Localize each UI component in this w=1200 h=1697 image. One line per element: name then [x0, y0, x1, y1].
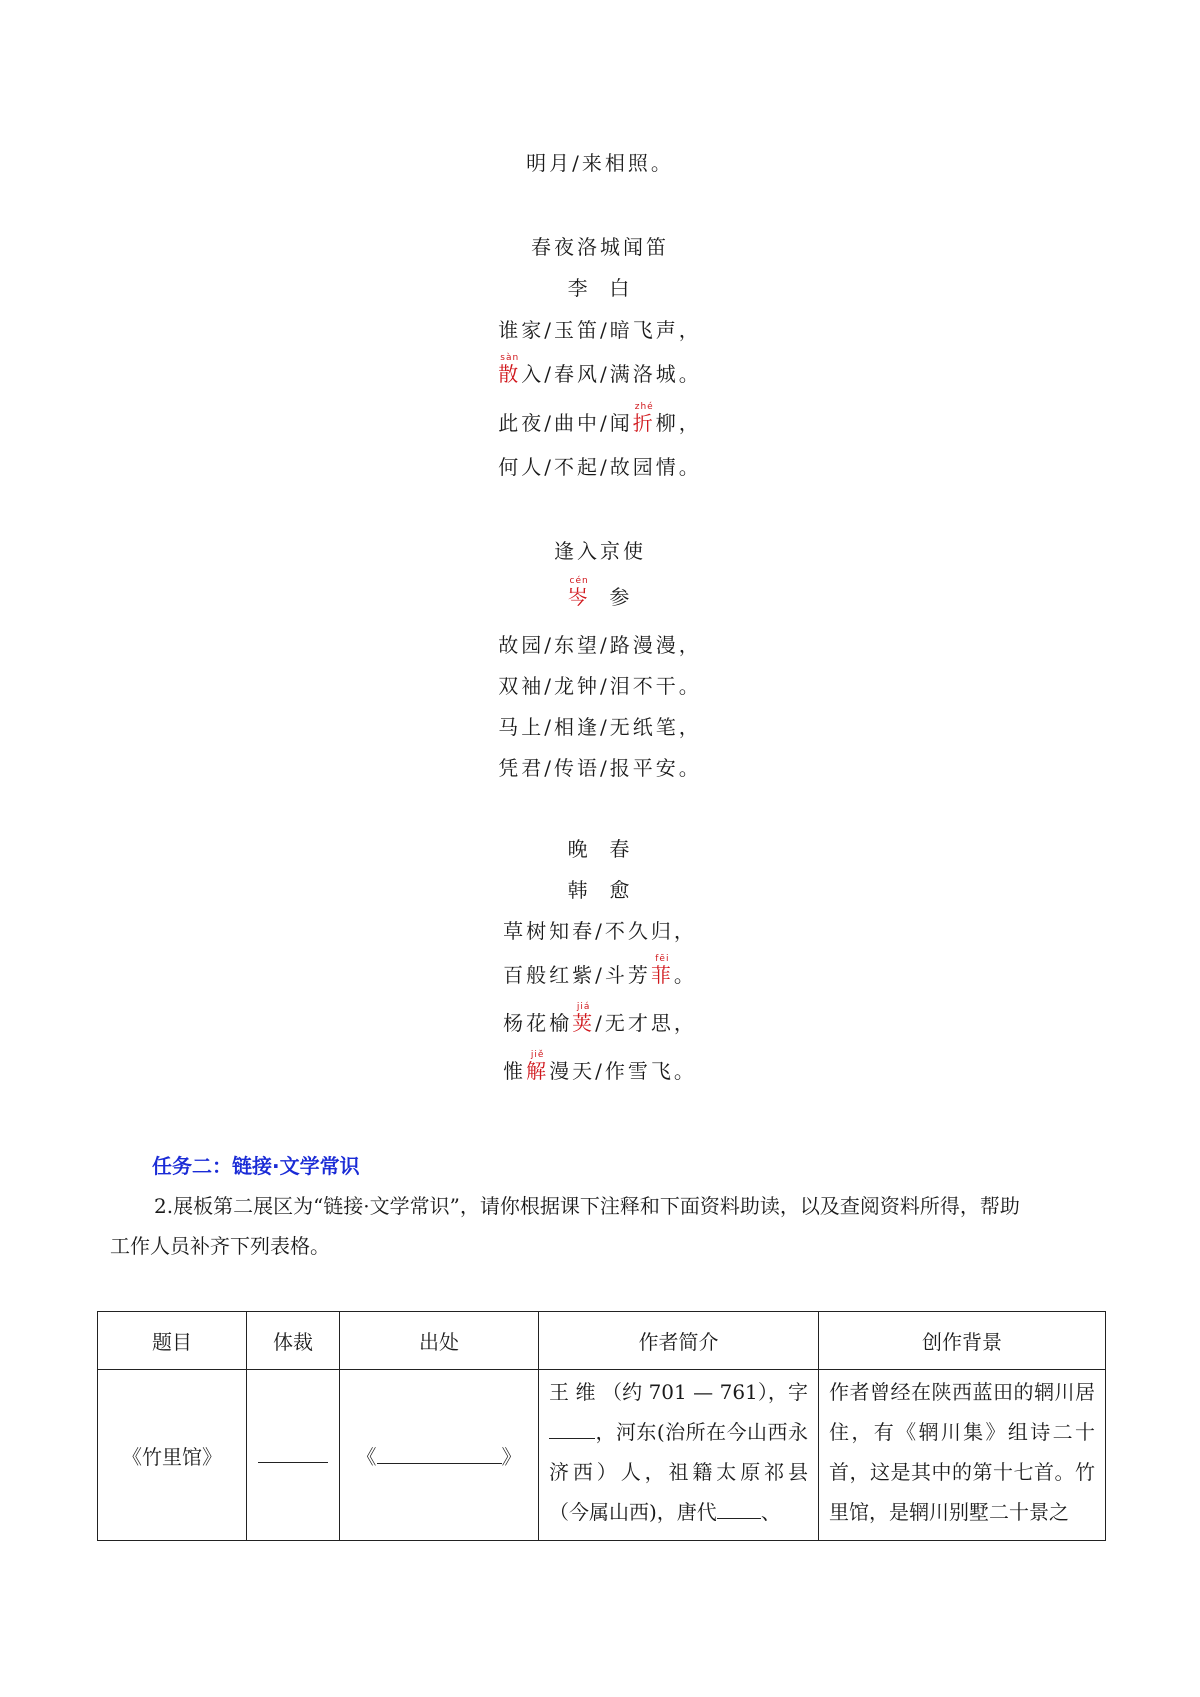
- source-blank[interactable]: [377, 1443, 502, 1464]
- pinyin-annotated-char: 散sàn: [498, 353, 522, 386]
- task-paragraph-line-1: 2.展板第二展区为“链接·文学常识”，请你根据课下注释和下面资料助读，以及查阅资料所得，帮助: [154, 1194, 1020, 1218]
- header-cell: 出处: [340, 1312, 539, 1370]
- section-heading: 任务二：链接·文学常识: [152, 1154, 360, 1178]
- poem-title: 晚 春: [567, 837, 633, 861]
- poem-line: 凭君/传语/报平安。: [498, 756, 702, 780]
- poem-author: 岑cén 参: [567, 576, 633, 609]
- poem-author: 李 白: [567, 276, 633, 300]
- table-header-row: [98, 1312, 1106, 1370]
- task-paragraph-line-2: 工作人员补齐下列表格。: [110, 1234, 330, 1258]
- literature-table: [97, 1311, 1106, 1541]
- pinyin-annotated-char: 菲fēi: [650, 954, 674, 987]
- header-cell: 创作背景: [819, 1312, 1106, 1370]
- poem-title: 春夜洛城闻笛: [531, 235, 669, 259]
- header-cell: 体裁: [247, 1312, 340, 1370]
- poem-line: 何人/不起/故园情。: [498, 455, 702, 479]
- poem-line: 此夜/曲中/闻折zhé柳，: [498, 402, 702, 435]
- poem-line: 百般红紫/斗芳菲fēi。: [503, 954, 697, 987]
- poem-line: 双袖/龙钟/泪不干。: [498, 674, 702, 698]
- header-cell: 题目: [98, 1312, 247, 1370]
- poem-line: 杨花榆荚jiá/无才思，: [503, 1002, 697, 1035]
- header-cell: 作者简介: [539, 1312, 819, 1370]
- poem-title: 逢入京使: [554, 539, 646, 563]
- cell-source: 《 》: [340, 1370, 539, 1541]
- author-title-blank[interactable]: [717, 1498, 761, 1519]
- poem-line: 明月/来相照。: [526, 151, 674, 175]
- pinyin-annotated-char: 折zhé: [632, 402, 656, 435]
- pinyin-annotated-char: 岑cén: [567, 576, 591, 609]
- poem-line: 故园/东望/路漫漫，: [498, 633, 702, 657]
- poem-line: 散sàn入/春风/满洛城。: [498, 353, 702, 386]
- cell-genre: [247, 1370, 340, 1541]
- task-paragraph: [110, 1186, 1110, 1266]
- pinyin-annotated-char: 解jiě: [526, 1050, 550, 1083]
- table-row: [98, 1370, 1106, 1541]
- cell-title: 《竹里馆》: [98, 1370, 247, 1541]
- cell-author-intro: 王 维 （约 701 — 761），字，河东(治所在今山西永济西）人，祖籍太原祁县（今属山西)，唐代 、: [539, 1370, 819, 1541]
- poem-line: 谁家/玉笛/暗飞声，: [498, 318, 702, 342]
- pinyin-annotated-char: 荚jiá: [572, 1002, 596, 1035]
- poem-line: 马上/相逢/无纸笔，: [498, 715, 702, 739]
- poem-line: 惟解jiě漫天/作雪飞。: [503, 1050, 697, 1083]
- courtesy-name-blank[interactable]: [549, 1418, 595, 1439]
- poem-author: 韩 愈: [567, 878, 633, 902]
- poem-line: 草树知春/不久归，: [503, 919, 697, 943]
- cell-background: 作者曾经在陕西蓝田的辋川居住，有《辋川集》组诗二十首，这是其中的第十七首。竹里馆，是辋川别墅二十景之: [819, 1370, 1106, 1541]
- genre-blank[interactable]: [258, 1442, 328, 1463]
